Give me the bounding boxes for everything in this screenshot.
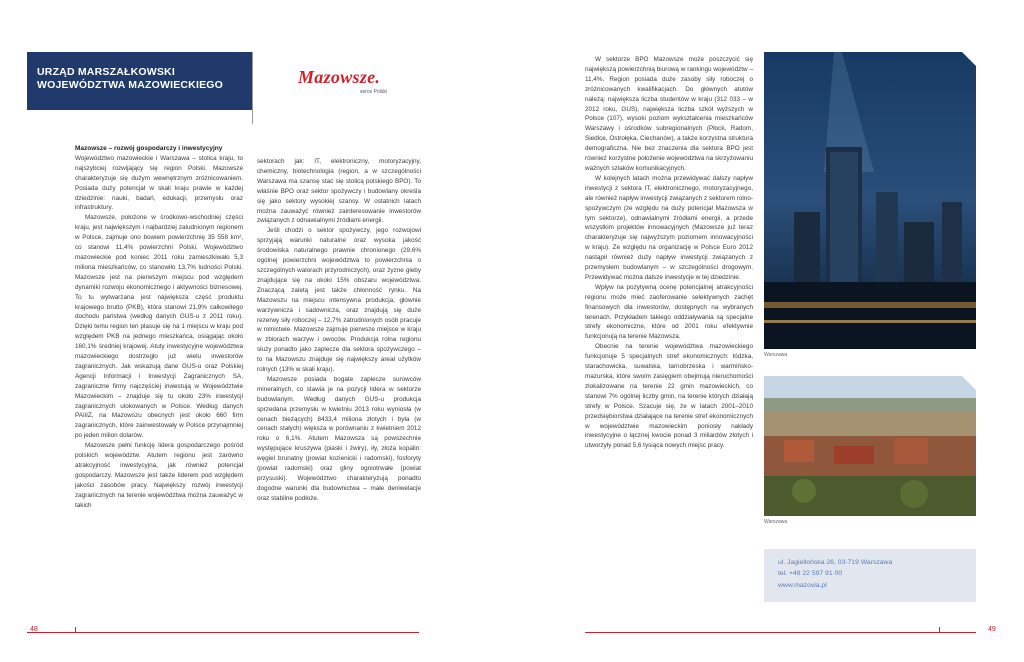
photo-corner-cut <box>962 52 976 66</box>
text-column-1 <box>75 144 243 511</box>
footer-rule-left <box>27 632 419 633</box>
page-number-left: 48 <box>30 626 38 633</box>
footer-tick <box>75 627 76 633</box>
paragraph: W sektorze BPO Mazowsze może poszczycić się największą powierzchnią biurową w rankingu województw – 11,4%. Region posiada duże zasoby siły roboczej o zróżnicowanych kwalifikacjach. Do głównych atutów należą: największa liczba studentów w kraju (312 033 – w 2012 roku, GUS), największa liczba szkół wyższych w Polsce (107), wysoki poziom wykształcenia mieszkańców Warszawy i ośrodków subregionalnych (Płock, Radom, Siedlce, Ostrołęka, Ciechanów), a także korzystna struktura demograficzna. Nie bez znaczenia dla sektora BPO jest również korzystne położenie województwa na skrzyżowaniu ważnych szlaków komunikacyjnych. <box>585 56 753 172</box>
page-number-right: 49 <box>988 626 996 633</box>
header-title-line2: WOJEWÓDZTWA MAZOWIECKIEGO <box>37 79 224 91</box>
photo-caption: Warszawa <box>764 519 788 525</box>
photo-caption: Warszawa <box>764 352 788 358</box>
photo-corner-cut <box>962 376 976 390</box>
contact-box <box>764 549 976 602</box>
oldtown-illustration <box>764 376 976 516</box>
header-divider <box>252 52 253 124</box>
header-title-line1: URZĄD MARSZAŁKOWSKI <box>37 66 175 78</box>
contact-phone: tel. +48 22 597 91 00 <box>778 570 843 577</box>
logo-tagline: serce Polski <box>360 89 387 95</box>
paragraph: Województwo mazowieckie i Warszawa – stolica kraju, to najszybciej rozwijający się region Polski. Mazowsze charakteryzuje się dużym wewnętrznym zróżnicowaniem. Posiada duży potencjał w skali kraju prawie w każdej dziedzinie: nauki, badań, edukacji, przemysłu oraz infrastruktury. <box>75 154 243 212</box>
paragraph: Jeśli chodzi o sektor spożywczy, jego rozwojowi sprzyjają warunki naturalne oraz wysoka jakość środowiska naturalnego prawnie chronionego (29,6% ogólnej powierzchni województwa to powierzchnia o szczególnych walorach przyrodniczych), oraz żyzne gleby znajdujące się na około 15% obszaru województwa. Znaczącą zaletą jest także chłonność rynku. Na Mazowszu na miejscu intensywna produkcja, głównie warzywnicza i sadownicza, oraz znajdują się duże rezerwy siły roboczej – 12,7% zatrudnionych osób pracuje w rolnictwie. Mazowsze zajmuje pierwsze miejsce w kraju w zbiorach warzyw i owoców. Produkcja rolna regionu służy ponadto jako zaplecze dla sektora spożywczego – to na Mazowszu znajduje się największy areał użytków rolnych (13% w skali kraju). <box>257 227 421 374</box>
paragraph: Wpływ na pozytywną ocenę potencjalnej atrakcyjności regionu może mieć zaoferowanie selektywnych zachęt finansowych dla inwestorów, dostępnych na wybranych terenach. Przykładem takiego oddziaływania są specjalne strefy ekonomiczne, które od 2001 roku efektywnie funkcjonują na terenie Mazowsza. <box>585 283 753 341</box>
text-column-2 <box>257 157 421 504</box>
paragraph: Mazowsze, położone w środkowo-wschodniej części kraju, jest największym i najbardziej zaludnionym regionem w Polsce, zajmuje ono bowiem powierzchnię 35 558 km², co stanowi 11,4% powierzchni Polski. Województwo mazowieckie pod koniec 2011 roku zamieszkiwało 5,3 miliona mieszkańców, co stanowiło 13,7% ludności Polski. Mazowsze jest na pierwszym miejscu pod względem dynamiki rozwoju ekonomicznego i aktywności biznesowej. To tu wytwarzana jest największa część produktu krajowego brutto (PKB), która stanowi 21,9% całkowitego dochodu państwa (według danych GUS-u z 2011 roku). Dzięki temu region ten plasuje się na 1 miejscu w kraju pod względem PKB na jednego mieszkańca, osiągając około 160,1% średniej krajowej. Atuty inwestycyjne województwa mazowieckiego dostrzegło już wielu inwestorów zagranicznych. Jak wskazują dane GUS-u oraz Polskiej Agencji Informacji i Inwestycji Zagranicznych SA, zagraniczne firmy najczęściej inwestują w Województwie Mazowieckim – znajduje się tu około 23% inwestycji zagranicznych ulokowanych w Polsce. Według danych PAIiIZ, na Mazowszu obecnych jest około 660 firm zagranicznych, które zainwestowały w Polsce przynajmniej po jeden milion dolarów. <box>75 214 243 440</box>
paragraph: Obecnie na terenie województwa mazowieckiego funkcjonuje 5 specjalnych stref ekonomicznych: łódzka, starachowicka, suwalska, tarnobrzeska i warmińsko-mazurska, które swoim zasięgiem obejmują nieruchomości zlokalizowane na terenie 22 gmin mazowieckich, co stanowi 7% ogólnej liczby gmin, na terenie których działają strefy w Polsce. Szacuje się, że w latach 2001–2010 przedsiębiorstwa działające na terenie stref ekonomicznych w województwie mazowieckim poniosły nakłady inwestycyjne o łącznej kwocie ponad 3 miliardów złotych i utworzyły ponad 5,6 tysiąca nowych miejsc pracy. <box>585 343 753 450</box>
section-heading: Mazowsze – rozwój gospodarczy i inwestycyjny <box>75 145 223 152</box>
footer-tick <box>939 627 940 633</box>
logo-wordmark: Mazowsze. <box>298 67 381 87</box>
paragraph: Mazowsze pełni funkcję lidera gospodarczego pośród polskich województw. Atutem regionu jest zarówno atrakcyjność inwestycyjna, jak również potencjał gospodarczy. Mazowsze jest także liderem pod względem jakości zasobów pracy. Największy rozwój inwestycji zagranicznych na terenie województwa można zauważyć w takich <box>75 442 243 509</box>
paragraph: Mazowsze posiada bogate zaplecze surowców mineralnych, co stawia je na pozycji lidera w sektorze budowlanym. Według danych GUS-u produkcja sprzedana przemysłu w kwietniu 2013 roku wyniosła (w cenach bieżących) 8433,4 miliona złotych i była (w cenach stałych) większa w porównaniu z kwietniem 2012 roku o 6,1%. Atutem Mazowsza są powszechnie występujące kruszywa (piaski i żwiry), iły, złoża kopalin: węgiel brunatny (powiat kozienicki i radomski), fosforyty (powiat radomski) oraz gliny ogniotrwałe (powiat przysuski). Województwo charakteryzują ponadto dogodne warunki dla budownictwa – małe deniwelacje oraz stabilne podłoże. <box>257 375 421 502</box>
photo-warsaw-skyline-night <box>764 52 976 349</box>
mazowsze-logo <box>298 67 390 97</box>
paragraph: W kolejnych latach można przewidywać dalszy napływ inwestycji z sektora IT, elektronicznego, motoryzacyjnego, ale również napływ inwestycji związanych z sektorem rolno-spożywczym (ze względu na duży potencjał Mazowsza w tym sektorze), odnawialnymi źródłami energii, a przede wszystkim projektów innowacyjnych (Mazowsze już teraz charakteryzuje się najwyższym poziomem innowacyjności w kraju). Ze względu na organizację w Polsce Euro 2012 nastąpił również duży napływ inwestycji związanych z przemysłem budowlanym – w szczególności drogowym. Przewidywać można dalsze inwestycje w tej dziedzinie. <box>585 174 753 281</box>
contact-website[interactable]: www.mazovia.pl <box>778 582 827 589</box>
header-banner <box>27 52 252 110</box>
header-title <box>37 66 223 92</box>
paragraph: sektorach jak: IT, elektroniczny, motoryzacyjny, chemiczny, biotechnologia (region, a w szczególności Warszawa ma szansę stać się stolicą polskiego BPO). To właśnie BPO oraz sektor spożywczy i budowlany określa się jako sektory wysokiej szansy. W ostatnich latach można zauważyć również zainteresowanie inwestorów związanych z odnawialnymi źródłami energii. <box>257 158 421 225</box>
photo-warsaw-old-town <box>764 376 976 516</box>
text-column-3 <box>585 55 753 451</box>
skyline-illustration <box>764 52 976 349</box>
contact-address: ul. Jagiellońska 26, 03-719 Warszawa <box>778 559 893 566</box>
footer-rule-right <box>585 632 976 633</box>
